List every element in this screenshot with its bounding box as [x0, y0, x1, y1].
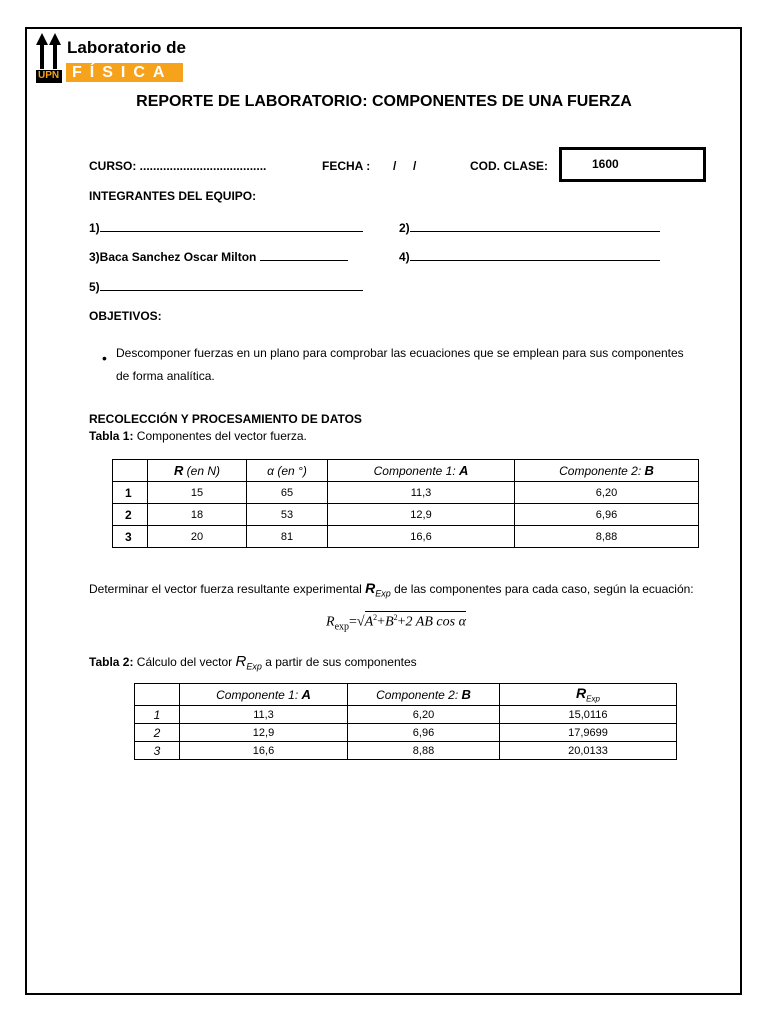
cod-clase-field: 1600 — [559, 147, 706, 182]
table-cell: 2 — [113, 504, 148, 526]
table-header-cell: Componente 2: B — [348, 684, 500, 706]
bullet-icon: • — [102, 350, 107, 366]
member-3: 3)Baca Sanchez Oscar Milton — [89, 249, 348, 264]
objetivo-line-1: Descomponer fuerzas en un plano para comprobar las ecuaciones que se emplean para sus componentes — [116, 346, 684, 360]
table-cell: 1 — [135, 706, 180, 724]
tabla2 — [134, 683, 677, 760]
logo-lab-text: Laboratorio de — [67, 38, 187, 57]
table-header-row — [113, 460, 699, 482]
table-cell: 15 — [148, 482, 247, 504]
cod-clase-label: COD. CLASE: — [470, 159, 548, 173]
logo-fisica-text: FÍSICA — [66, 63, 183, 82]
page-title: REPORTE DE LABORATORIO: COMPONENTES DE UNA FUERZA — [136, 93, 632, 110]
table-cell: 65 — [247, 482, 328, 504]
tabla1 — [112, 459, 699, 548]
table-cell: 12,9 — [180, 724, 348, 742]
table-cell: 81 — [247, 526, 328, 548]
table-row — [113, 526, 699, 548]
table-cell: 20 — [148, 526, 247, 548]
table-cell: 8,88 — [348, 742, 500, 760]
upn-logo — [36, 33, 186, 83]
table-cell: 16,6 — [180, 742, 348, 760]
table-cell: 15,0116 — [500, 706, 677, 724]
table-cell: 20,0133 — [500, 742, 677, 760]
table-row — [135, 724, 677, 742]
table-cell: 8,88 — [515, 526, 699, 548]
member-5: 5) — [89, 279, 363, 294]
integrantes-heading: INTEGRANTES DEL EQUIPO: — [89, 189, 257, 203]
table-header-row — [135, 684, 677, 706]
table-cell: 1 — [113, 482, 148, 504]
table-row — [113, 504, 699, 526]
table-cell: 3 — [135, 742, 180, 760]
table-cell: 3 — [113, 526, 148, 548]
table-row — [135, 742, 677, 760]
table-cell: 16,6 — [328, 526, 515, 548]
member-2: 2) — [399, 220, 660, 235]
table-cell: 6,96 — [348, 724, 500, 742]
table-header-cell: Componente 2: B — [515, 460, 699, 482]
table-row — [113, 482, 699, 504]
table-cell: 53 — [247, 504, 328, 526]
table-cell: 17,9699 — [500, 724, 677, 742]
table-cell: 6,96 — [515, 504, 699, 526]
objetivos-heading: OBJETIVOS: — [89, 309, 162, 323]
table-header-cell: Componente 1: A — [328, 460, 515, 482]
table-row — [135, 706, 677, 724]
table-cell: 11,3 — [328, 482, 515, 504]
fecha-separator: / / — [393, 159, 417, 173]
table-header-cell — [135, 684, 180, 706]
table-header-cell: α (en °) — [247, 460, 328, 482]
table-header-cell: Componente 1: A — [180, 684, 348, 706]
table-cell: 11,3 — [180, 706, 348, 724]
datos-heading: RECOLECCIÓN Y PROCESAMIENTO DE DATOS — [89, 412, 362, 426]
table-header-cell: R (en N) — [148, 460, 247, 482]
logo-upn-text: UPN — [38, 70, 60, 81]
curso-label: CURSO: ...................................... — [89, 159, 267, 173]
tabla1-caption: Tabla 1: Componentes del vector fuerza. — [89, 429, 307, 443]
table-cell: 6,20 — [515, 482, 699, 504]
objetivo-line-2: de forma analítica. — [116, 369, 215, 383]
determinar-text: Determinar el vector fuerza resultante experimental $R_{Exp}$ de las componentes para cada caso, según la ecuación: — [89, 580, 694, 599]
member-1: 1) — [89, 220, 363, 235]
table-header-cell — [113, 460, 148, 482]
table-header-cell: $R_{Exp}$ — [500, 684, 677, 706]
table-cell: 12,9 — [328, 504, 515, 526]
fecha-label: FECHA : — [322, 159, 371, 173]
table-cell: 18 — [148, 504, 247, 526]
member-4: 4) — [399, 249, 660, 264]
resultant-formula: $R_{exp}=√A^2+B^2+2$ AB cos α — [326, 613, 466, 633]
table-cell: 6,20 — [348, 706, 500, 724]
table-cell: 2 — [135, 724, 180, 742]
tabla2-caption: Tabla 2: Cálculo del vector $R_{Exp}$ a partir de sus componentes — [89, 653, 417, 672]
